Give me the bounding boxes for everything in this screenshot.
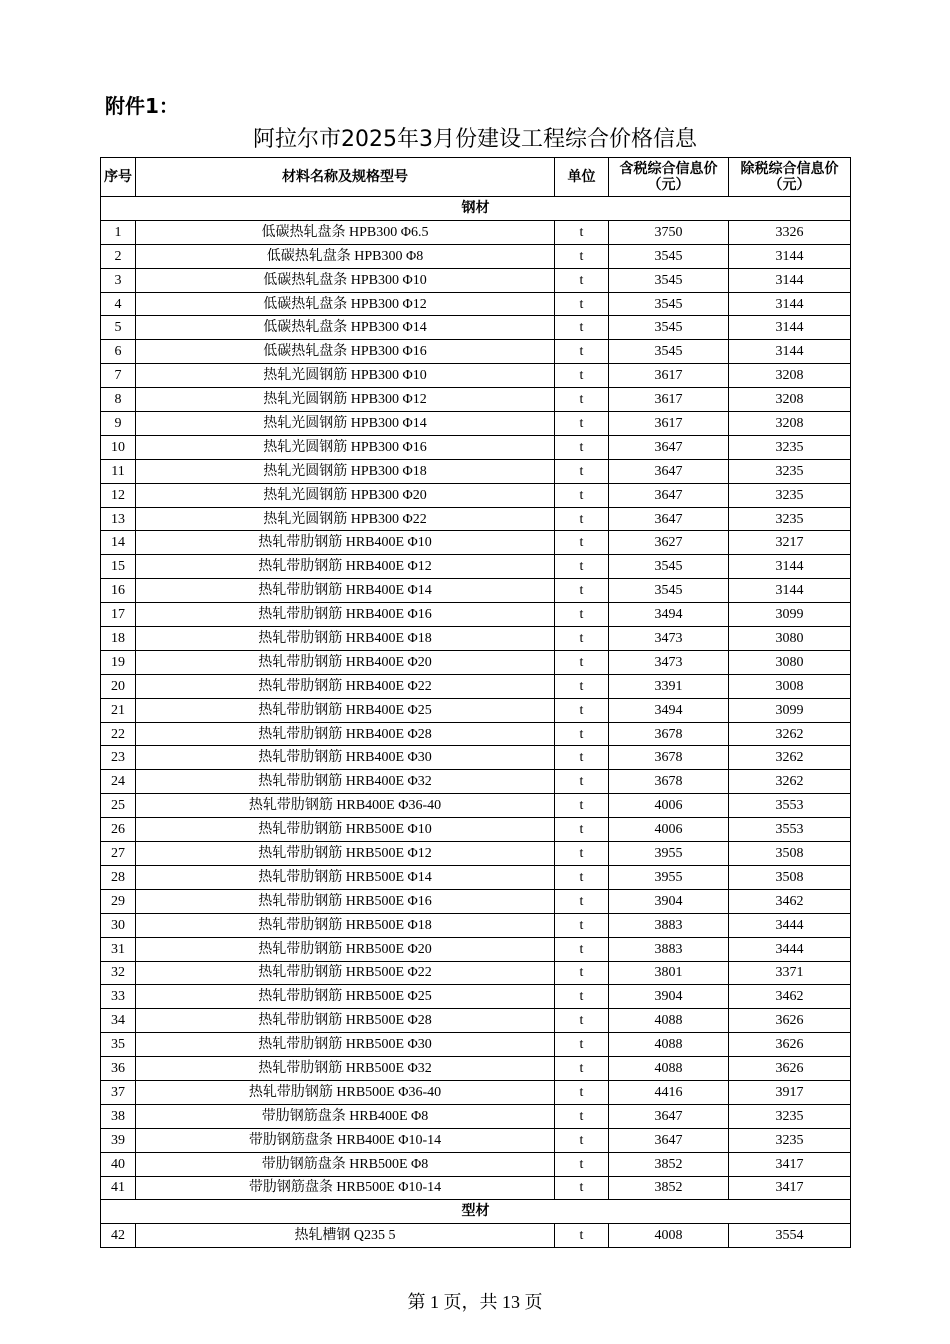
cell-price-notax: 3262 [729, 746, 851, 770]
cell-price-notax: 3080 [729, 650, 851, 674]
cell-price-notax: 3626 [729, 1009, 851, 1033]
cell-seq: 6 [101, 340, 136, 364]
price-table [100, 157, 851, 1248]
cell-price-tax: 3617 [609, 388, 729, 412]
cell-material: 热轧带肋钢筋 HRB500E Φ20 [136, 937, 555, 961]
cell-material: 热轧光圆钢筋 HPB300 Φ10 [136, 364, 555, 388]
table-row [101, 1128, 851, 1152]
cell-seq: 40 [101, 1152, 136, 1176]
cell-price-tax: 3955 [609, 842, 729, 866]
cell-price-tax: 4088 [609, 1057, 729, 1081]
table-row [101, 507, 851, 531]
table-row [101, 794, 851, 818]
cell-seq: 41 [101, 1176, 136, 1200]
cell-seq: 34 [101, 1009, 136, 1033]
cell-unit: t [555, 1224, 609, 1248]
cell-seq: 30 [101, 913, 136, 937]
cell-unit: t [555, 865, 609, 889]
cell-seq: 5 [101, 316, 136, 340]
cell-material: 热轧带肋钢筋 HRB400E Φ30 [136, 746, 555, 770]
cell-seq: 31 [101, 937, 136, 961]
cell-price-notax: 3235 [729, 1128, 851, 1152]
table-row [101, 459, 851, 483]
cell-material: 热轧带肋钢筋 HRB400E Φ22 [136, 674, 555, 698]
cell-material: 热轧带肋钢筋 HRB500E Φ10 [136, 818, 555, 842]
cell-price-tax: 3545 [609, 555, 729, 579]
cell-seq: 29 [101, 889, 136, 913]
cell-price-tax: 3545 [609, 579, 729, 603]
cell-price-tax: 3647 [609, 459, 729, 483]
table-row [101, 937, 851, 961]
table-row [101, 292, 851, 316]
cell-seq: 23 [101, 746, 136, 770]
header-material: 材料名称及规格型号 [136, 158, 555, 197]
table-row [101, 842, 851, 866]
table-row [101, 865, 851, 889]
cell-material: 热轧光圆钢筋 HPB300 Φ14 [136, 412, 555, 436]
document-title: 阿拉尔市2025年3月份建设工程综合价格信息 [253, 127, 697, 152]
cell-material: 热轧带肋钢筋 HRB500E Φ12 [136, 842, 555, 866]
cell-unit: t [555, 244, 609, 268]
cell-material: 低碳热轧盘条 HPB300 Φ12 [136, 292, 555, 316]
cell-material: 带肋钢筋盘条 HRB500E Φ8 [136, 1152, 555, 1176]
table-row [101, 1057, 851, 1081]
table-row [101, 913, 851, 937]
cell-price-notax: 3235 [729, 1104, 851, 1128]
cell-price-notax: 3099 [729, 603, 851, 627]
table-row [101, 1224, 851, 1248]
cell-material: 热轧光圆钢筋 HPB300 Φ16 [136, 435, 555, 459]
cell-unit: t [555, 674, 609, 698]
cell-price-notax: 3554 [729, 1224, 851, 1248]
cell-unit: t [555, 220, 609, 244]
cell-price-notax: 3553 [729, 794, 851, 818]
cell-price-tax: 3617 [609, 412, 729, 436]
cell-unit: t [555, 1128, 609, 1152]
section-row [101, 197, 851, 221]
cell-seq: 39 [101, 1128, 136, 1152]
cell-seq: 15 [101, 555, 136, 579]
table-row [101, 268, 851, 292]
cell-seq: 18 [101, 627, 136, 651]
cell-price-notax: 3262 [729, 722, 851, 746]
cell-price-tax: 3627 [609, 531, 729, 555]
table-row [101, 340, 851, 364]
table-header-row [101, 158, 851, 197]
cell-price-tax: 3545 [609, 244, 729, 268]
cell-material: 热轧槽钢 Q235 5 [136, 1224, 555, 1248]
cell-price-notax: 3626 [729, 1057, 851, 1081]
cell-material: 热轧带肋钢筋 HRB400E Φ25 [136, 698, 555, 722]
cell-unit: t [555, 1080, 609, 1104]
cell-price-notax: 3208 [729, 388, 851, 412]
cell-price-notax: 3444 [729, 937, 851, 961]
cell-material: 热轧带肋钢筋 HRB500E Φ16 [136, 889, 555, 913]
cell-unit: t [555, 937, 609, 961]
cell-price-notax: 3235 [729, 435, 851, 459]
cell-material: 热轧带肋钢筋 HRB400E Φ20 [136, 650, 555, 674]
cell-seq: 42 [101, 1224, 136, 1248]
cell-price-tax: 3617 [609, 364, 729, 388]
cell-price-notax: 3235 [729, 507, 851, 531]
table-row [101, 674, 851, 698]
cell-price-notax: 3626 [729, 1033, 851, 1057]
table-row [101, 1104, 851, 1128]
cell-price-notax: 3208 [729, 412, 851, 436]
cell-material: 热轧带肋钢筋 HRB400E Φ28 [136, 722, 555, 746]
table-row [101, 555, 851, 579]
header-price-tax: 含税综合信息价（元） [609, 158, 729, 197]
cell-material: 热轧带肋钢筋 HRB500E Φ18 [136, 913, 555, 937]
header-seq: 序号 [101, 158, 136, 197]
cell-seq: 26 [101, 818, 136, 842]
header-price-notax: 除税综合信息价（元） [729, 158, 851, 197]
cell-seq: 38 [101, 1104, 136, 1128]
cell-material: 热轧带肋钢筋 HRB500E Φ22 [136, 961, 555, 985]
cell-price-notax: 3008 [729, 674, 851, 698]
cell-price-tax: 3545 [609, 340, 729, 364]
table-row [101, 220, 851, 244]
table-row [101, 698, 851, 722]
cell-material: 热轧带肋钢筋 HRB500E Φ28 [136, 1009, 555, 1033]
cell-unit: t [555, 842, 609, 866]
table-row [101, 961, 851, 985]
cell-price-notax: 3144 [729, 268, 851, 292]
cell-material: 热轧光圆钢筋 HPB300 Φ20 [136, 483, 555, 507]
cell-seq: 35 [101, 1033, 136, 1057]
table-row [101, 722, 851, 746]
table-row [101, 889, 851, 913]
table-row [101, 435, 851, 459]
cell-unit: t [555, 316, 609, 340]
section-row [101, 1200, 851, 1224]
cell-price-tax: 3647 [609, 435, 729, 459]
table-row [101, 244, 851, 268]
cell-seq: 8 [101, 388, 136, 412]
cell-unit: t [555, 889, 609, 913]
cell-unit: t [555, 1176, 609, 1200]
cell-seq: 7 [101, 364, 136, 388]
cell-material: 热轧带肋钢筋 HRB400E Φ16 [136, 603, 555, 627]
cell-price-tax: 3852 [609, 1152, 729, 1176]
cell-price-notax: 3144 [729, 292, 851, 316]
cell-seq: 13 [101, 507, 136, 531]
cell-unit: t [555, 388, 609, 412]
cell-price-tax: 3883 [609, 937, 729, 961]
cell-price-tax: 4008 [609, 1224, 729, 1248]
cell-unit: t [555, 531, 609, 555]
cell-unit: t [555, 1009, 609, 1033]
cell-unit: t [555, 292, 609, 316]
cell-material: 热轧光圆钢筋 HPB300 Φ12 [136, 388, 555, 412]
cell-price-notax: 3462 [729, 985, 851, 1009]
table-row [101, 531, 851, 555]
cell-seq: 2 [101, 244, 136, 268]
cell-unit: t [555, 507, 609, 531]
table-row [101, 650, 851, 674]
cell-unit: t [555, 698, 609, 722]
cell-seq: 22 [101, 722, 136, 746]
cell-material: 热轧带肋钢筋 HRB400E Φ10 [136, 531, 555, 555]
cell-unit: t [555, 435, 609, 459]
cell-seq: 37 [101, 1080, 136, 1104]
cell-unit: t [555, 722, 609, 746]
cell-price-notax: 3144 [729, 579, 851, 603]
cell-seq: 17 [101, 603, 136, 627]
table-row [101, 388, 851, 412]
cell-unit: t [555, 770, 609, 794]
cell-price-tax: 3750 [609, 220, 729, 244]
table-body [101, 197, 851, 1248]
cell-price-notax: 3371 [729, 961, 851, 985]
cell-unit: t [555, 1104, 609, 1128]
table-row [101, 985, 851, 1009]
table-row [101, 1152, 851, 1176]
cell-price-notax: 3326 [729, 220, 851, 244]
cell-price-tax: 3473 [609, 650, 729, 674]
cell-unit: t [555, 483, 609, 507]
cell-price-tax: 3545 [609, 292, 729, 316]
cell-material: 热轧光圆钢筋 HPB300 Φ22 [136, 507, 555, 531]
cell-price-notax: 3144 [729, 555, 851, 579]
cell-seq: 32 [101, 961, 136, 985]
cell-price-notax: 3917 [729, 1080, 851, 1104]
cell-unit: t [555, 1033, 609, 1057]
cell-price-notax: 3235 [729, 459, 851, 483]
cell-material: 热轧带肋钢筋 HRB400E Φ18 [136, 627, 555, 651]
table-row [101, 1009, 851, 1033]
cell-seq: 12 [101, 483, 136, 507]
cell-price-tax: 3883 [609, 913, 729, 937]
cell-material: 低碳热轧盘条 HPB300 Φ8 [136, 244, 555, 268]
cell-seq: 27 [101, 842, 136, 866]
cell-material: 热轧光圆钢筋 HPB300 Φ18 [136, 459, 555, 483]
cell-material: 热轧带肋钢筋 HRB400E Φ12 [136, 555, 555, 579]
cell-material: 热轧带肋钢筋 HRB500E Φ32 [136, 1057, 555, 1081]
cell-price-notax: 3508 [729, 865, 851, 889]
header-unit: 单位 [555, 158, 609, 197]
cell-unit: t [555, 627, 609, 651]
cell-seq: 3 [101, 268, 136, 292]
cell-unit: t [555, 579, 609, 603]
cell-unit: t [555, 1057, 609, 1081]
cell-material: 热轧带肋钢筋 HRB400E Φ36-40 [136, 794, 555, 818]
cell-price-tax: 4006 [609, 818, 729, 842]
cell-price-notax: 3417 [729, 1176, 851, 1200]
cell-seq: 4 [101, 292, 136, 316]
cell-price-tax: 3494 [609, 603, 729, 627]
cell-price-notax: 3144 [729, 244, 851, 268]
table-row [101, 1176, 851, 1200]
table-row [101, 364, 851, 388]
cell-seq: 9 [101, 412, 136, 436]
cell-price-notax: 3099 [729, 698, 851, 722]
page-number: 第 1 页，共 13 页 [407, 1292, 543, 1312]
cell-price-notax: 3262 [729, 770, 851, 794]
cell-unit: t [555, 268, 609, 292]
cell-price-tax: 3852 [609, 1176, 729, 1200]
cell-material: 低碳热轧盘条 HPB300 Φ16 [136, 340, 555, 364]
cell-seq: 25 [101, 794, 136, 818]
cell-unit: t [555, 818, 609, 842]
section-title: 钢材 [101, 197, 851, 221]
table-row [101, 770, 851, 794]
cell-price-notax: 3462 [729, 889, 851, 913]
cell-unit: t [555, 985, 609, 1009]
cell-unit: t [555, 913, 609, 937]
cell-price-notax: 3144 [729, 316, 851, 340]
cell-price-tax: 3647 [609, 1104, 729, 1128]
table-row [101, 1033, 851, 1057]
cell-price-notax: 3144 [729, 340, 851, 364]
attachment-label: 附件1： [105, 94, 179, 118]
cell-unit: t [555, 1152, 609, 1176]
table-row [101, 818, 851, 842]
cell-seq: 20 [101, 674, 136, 698]
cell-price-tax: 4006 [609, 794, 729, 818]
cell-price-tax: 3678 [609, 722, 729, 746]
cell-price-notax: 3208 [729, 364, 851, 388]
cell-unit: t [555, 459, 609, 483]
cell-material: 热轧带肋钢筋 HRB500E Φ25 [136, 985, 555, 1009]
cell-material: 热轧带肋钢筋 HRB500E Φ30 [136, 1033, 555, 1057]
cell-unit: t [555, 603, 609, 627]
cell-price-tax: 3904 [609, 985, 729, 1009]
table-row [101, 746, 851, 770]
cell-price-tax: 3545 [609, 268, 729, 292]
cell-unit: t [555, 794, 609, 818]
cell-material: 热轧带肋钢筋 HRB500E Φ14 [136, 865, 555, 889]
cell-unit: t [555, 340, 609, 364]
cell-price-tax: 4088 [609, 1033, 729, 1057]
cell-price-notax: 3553 [729, 818, 851, 842]
cell-price-tax: 3678 [609, 770, 729, 794]
cell-seq: 24 [101, 770, 136, 794]
cell-price-notax: 3217 [729, 531, 851, 555]
cell-unit: t [555, 746, 609, 770]
table-row [101, 412, 851, 436]
table-row [101, 316, 851, 340]
cell-unit: t [555, 555, 609, 579]
cell-price-tax: 3494 [609, 698, 729, 722]
cell-unit: t [555, 412, 609, 436]
table-row [101, 579, 851, 603]
cell-price-tax: 3391 [609, 674, 729, 698]
cell-material: 低碳热轧盘条 HPB300 Φ10 [136, 268, 555, 292]
cell-price-tax: 3801 [609, 961, 729, 985]
cell-price-notax: 3417 [729, 1152, 851, 1176]
cell-price-tax: 3678 [609, 746, 729, 770]
cell-material: 带肋钢筋盘条 HRB500E Φ10-14 [136, 1176, 555, 1200]
cell-price-tax: 4088 [609, 1009, 729, 1033]
cell-seq: 36 [101, 1057, 136, 1081]
cell-price-tax: 3647 [609, 1128, 729, 1152]
cell-price-tax: 4416 [609, 1080, 729, 1104]
table-row [101, 483, 851, 507]
cell-seq: 1 [101, 220, 136, 244]
cell-material: 低碳热轧盘条 HPB300 Φ14 [136, 316, 555, 340]
cell-material: 带肋钢筋盘条 HRB400E Φ10-14 [136, 1128, 555, 1152]
cell-price-notax: 3444 [729, 913, 851, 937]
cell-seq: 11 [101, 459, 136, 483]
cell-price-tax: 3647 [609, 483, 729, 507]
cell-seq: 16 [101, 579, 136, 603]
cell-price-tax: 3647 [609, 507, 729, 531]
cell-price-tax: 3473 [609, 627, 729, 651]
cell-unit: t [555, 961, 609, 985]
cell-seq: 19 [101, 650, 136, 674]
cell-material: 带肋钢筋盘条 HRB400E Φ8 [136, 1104, 555, 1128]
cell-material: 热轧带肋钢筋 HRB400E Φ14 [136, 579, 555, 603]
cell-seq: 10 [101, 435, 136, 459]
cell-price-tax: 3955 [609, 865, 729, 889]
cell-price-notax: 3508 [729, 842, 851, 866]
section-title: 型材 [101, 1200, 851, 1224]
cell-seq: 21 [101, 698, 136, 722]
cell-price-notax: 3080 [729, 627, 851, 651]
cell-seq: 28 [101, 865, 136, 889]
cell-seq: 33 [101, 985, 136, 1009]
cell-price-notax: 3235 [729, 483, 851, 507]
cell-material: 热轧带肋钢筋 HRB400E Φ32 [136, 770, 555, 794]
cell-unit: t [555, 364, 609, 388]
cell-price-tax: 3904 [609, 889, 729, 913]
cell-material: 低碳热轧盘条 HPB300 Φ6.5 [136, 220, 555, 244]
table-row [101, 1080, 851, 1104]
cell-material: 热轧带肋钢筋 HRB500E Φ36-40 [136, 1080, 555, 1104]
cell-seq: 14 [101, 531, 136, 555]
table-row [101, 627, 851, 651]
cell-price-tax: 3545 [609, 316, 729, 340]
cell-unit: t [555, 650, 609, 674]
table-row [101, 603, 851, 627]
